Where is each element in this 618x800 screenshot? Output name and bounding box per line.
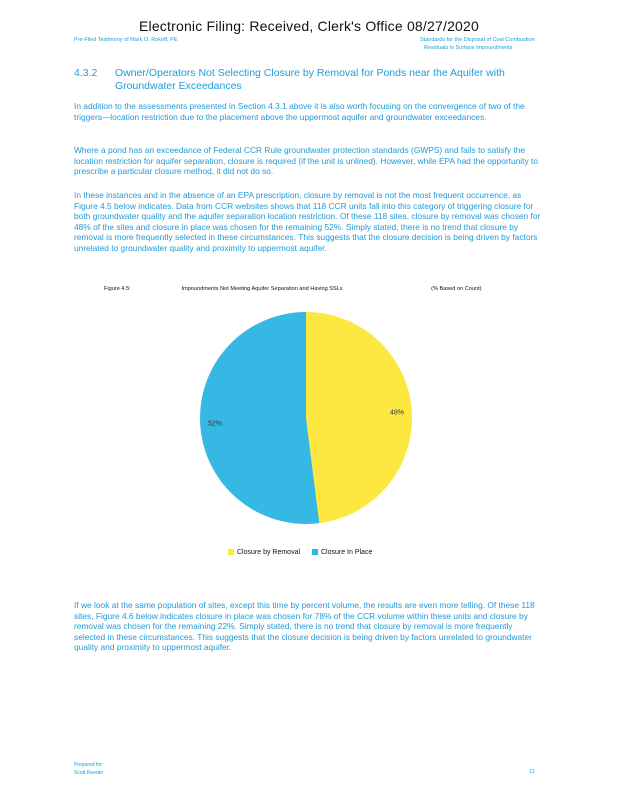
figure-caption (104, 286, 524, 292)
paragraph-4: If we look at the same population of sites, except this time by percent volume, the results are even more telling. Of these 118 sites, Figure 4.6 below indicates closure in place was chosen for 78% of the CCR volume within these units and closure by removal was chosen for the remaining 22%. Simply stated, there is no trend that closure by removal is more frequently selected in these circumstances. This suggests that the closure decision is being driven by factors unrelated to groundwater quality and proximity to uppermost aquifer. (74, 600, 535, 653)
figure-label: Figure 4.5: (104, 286, 131, 292)
footer-left (74, 762, 103, 777)
pie-slice-removal (306, 312, 412, 523)
legend-item-removal (228, 549, 300, 556)
chart-legend (228, 549, 382, 556)
paragraph-1: In addition to the assessments presented in Section 4.3.1 above it is also worth focusing on the convergence of two of the triggers—location restriction due to the placement above the uppermost aquifer and groundwater exceedances. (74, 101, 525, 122)
pie-chart (198, 310, 414, 526)
header-right (420, 37, 535, 52)
pie-label-in-place: 52% (208, 420, 223, 428)
section-number: 4.3.2 (74, 67, 98, 79)
pie-slice-in-place (200, 312, 319, 524)
filing-stamp: Electronic Filing: Received, Clerk's Office 08/27/2020 (138, 18, 480, 34)
legend-swatch-in-place (312, 549, 318, 555)
header-left: Pre-Filed Testimony of Mark O. Rokoff, PE (74, 37, 178, 43)
page-number: 13 (529, 769, 535, 775)
footer-client: Scott Reeder (74, 769, 104, 776)
paragraph-3: In these instances and in the absence of an EPA prescription, closure by removal is not the most frequent occurrence, as Figure 4.5 below indicates. Data from CCR websites shows that 118 CCR units fall into this category of triggering closure for both groundwater quality and the aquifer separation location restriction. Of these 118 sites, closure by removal was chosen for 48% of the sites and closure in place was chosen for the remaining 52%. Simply stated, there is no trend that closure by removal is more frequently selected in these circumstances. This suggests that the closure decision is being driven by factors unrelated to groundwater quality and proximity to uppermost aquifer. (74, 190, 541, 253)
figure-note: (% Based on Count) (431, 286, 482, 292)
header-right-line-2: Residuals in Surface Impoundments (424, 44, 513, 51)
legend-swatch-removal (228, 549, 234, 555)
legend-label-in-place: Closure In Place (320, 549, 373, 556)
pie-label-removal: 48% (389, 409, 404, 417)
footer-prepared-for: Prepared for: (74, 762, 104, 768)
section-title: Owner/Operators Not Selecting Closure by Removal for Ponds near the Aquifer with Groundwater Exceedances (115, 67, 505, 92)
legend-label-removal: Closure by Removal (237, 549, 301, 556)
legend-item-in-place (312, 549, 372, 556)
header-right-line-1: Standards for the Disposal of Coal Combustion (420, 37, 535, 43)
figure-title: Impoundments Not Meeting Aquifer Separation and Having SSLs (181, 286, 343, 292)
paragraph-2: Where a pond has an exceedance of Federal CCR Rule groundwater protection standards (GWPS) and fails to satisfy the location restriction for aquifer separation, closure is required (if the unit is unlined). However, while EPA had the opportunity to prescribe a particular closure method, it did not do so. (74, 145, 538, 177)
